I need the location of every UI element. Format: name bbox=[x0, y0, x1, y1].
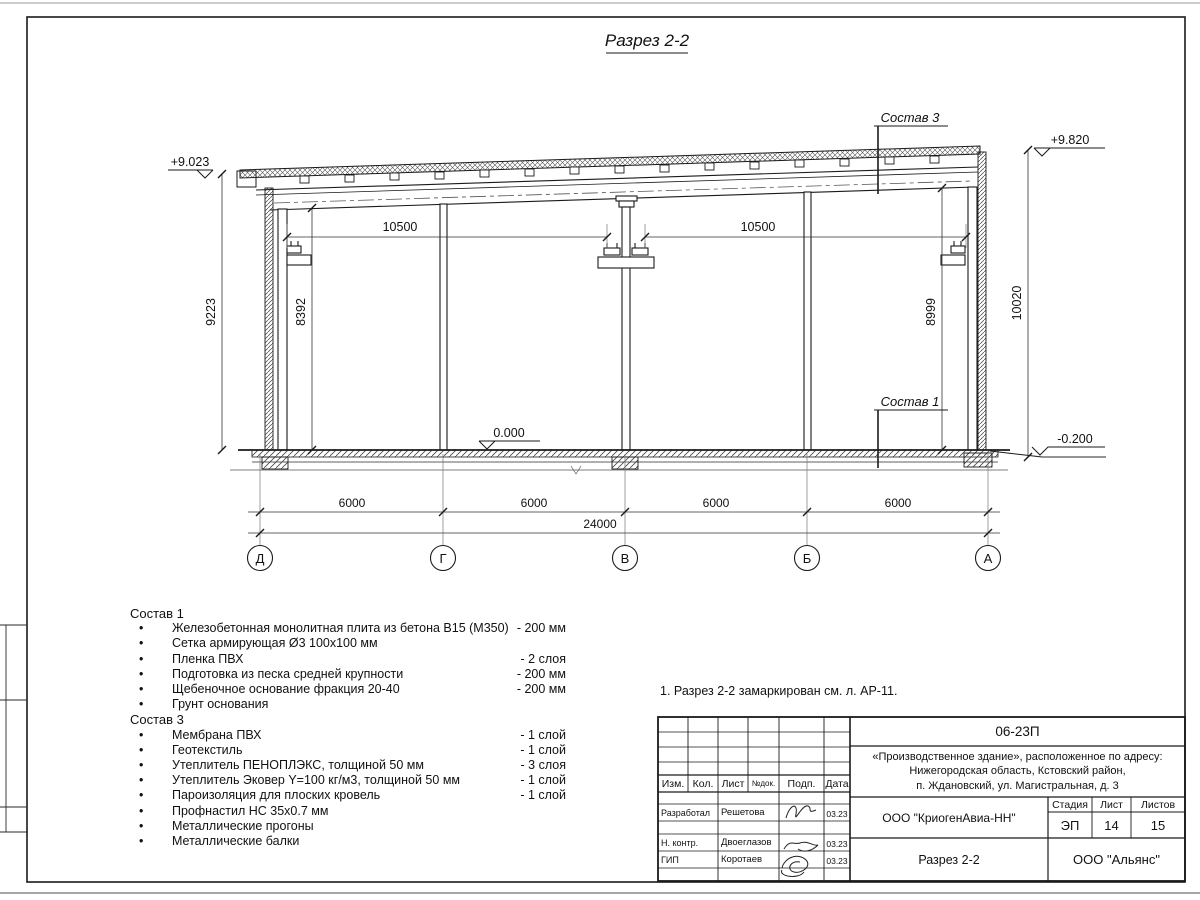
list-item: • Железобетонная монолитная плита из бетона В15 (М350) - 200 мм bbox=[139, 621, 566, 636]
signature bbox=[781, 806, 818, 877]
axis-label-d: Д bbox=[255, 551, 265, 566]
list-item: • Геотекстиль - 1 слой bbox=[139, 742, 566, 757]
level-marks bbox=[168, 148, 1105, 455]
list-item: • Пароизоляция для плоских кровель - 1 слой bbox=[139, 788, 566, 803]
bay-dimensions bbox=[248, 512, 1000, 533]
dim-height-9223: 9223 bbox=[204, 298, 218, 326]
dim-total: 24000 bbox=[583, 517, 617, 531]
col-header-izm: Изм. bbox=[661, 777, 685, 790]
col-header-ndok: №док. bbox=[751, 779, 776, 788]
sostav-leaders bbox=[874, 126, 948, 468]
dim-span-left: 10500 bbox=[382, 220, 418, 234]
row-name-ncontr: Двоеглазов bbox=[721, 837, 772, 848]
object-address: «Производственное здание», расположенное по адресу: Нижегородская область, Кстовский район, п. Ждановский, ул. Магистральная, д. 3 bbox=[872, 751, 1163, 792]
label-sostav1: Состав 1 bbox=[880, 394, 940, 409]
composition-lists bbox=[130, 606, 566, 849]
row-date-ncontr: 03.23 bbox=[826, 838, 848, 849]
dim-height-8999: 8999 bbox=[924, 298, 938, 326]
list-item: • Утеплитель Эковер Y=100 кг/м3, толщиной 50 мм - 1 слой bbox=[139, 773, 566, 788]
list-item: • Мембрана ПВХ - 1 слой bbox=[139, 727, 566, 742]
dim-bay-3: 6000 bbox=[702, 496, 730, 510]
dim-bay-4: 6000 bbox=[884, 496, 912, 510]
sheet-number: 14 bbox=[1104, 817, 1119, 833]
level-top-right: +9.820 bbox=[1050, 133, 1090, 147]
dim-height-10020: 10020 bbox=[1010, 285, 1024, 321]
list-item: • Грунт основания bbox=[139, 697, 269, 712]
list-item: • Профнастил НС 35х0.7 мм bbox=[139, 803, 329, 818]
row-name-developer: Решетова bbox=[721, 807, 765, 818]
stage-value: ЭП bbox=[1060, 817, 1080, 833]
sheets-total: 15 bbox=[1150, 817, 1166, 833]
axis-label-a: А bbox=[983, 551, 993, 566]
sheet-note: 1. Разрез 2-2 замаркирован см. л. АР-11. bbox=[660, 684, 898, 698]
label-sostav3: Состав 3 bbox=[880, 110, 940, 125]
list-item: • Щебеночное основание фракция 20-40 - 200 мм bbox=[139, 682, 566, 697]
col-header-kol: Кол. bbox=[692, 777, 714, 790]
list-item: • Сетка армирующая Ø3 100х100 мм bbox=[139, 636, 378, 651]
list-item: • Металлические прогоны bbox=[139, 818, 314, 833]
list-item: • Подготовка из песка средней крупности - 200 мм bbox=[139, 666, 566, 681]
col-header-data: Дата bbox=[825, 777, 849, 790]
org-name: ООО "КриогенАвиа-НН" bbox=[882, 810, 1016, 825]
list-item: • Пленка ПВХ - 2 слоя bbox=[139, 651, 566, 666]
left-margin-stamp bbox=[0, 625, 27, 832]
sostav3-title: Состав 3 bbox=[130, 712, 184, 728]
row-date-developer: 03.23 bbox=[826, 808, 848, 819]
axis-label-b: Б bbox=[802, 551, 812, 566]
row-role-ncontr: Н. контр. bbox=[661, 837, 699, 848]
firm-name: ООО "Альянс" bbox=[1073, 852, 1160, 867]
sheet-label: Лист bbox=[1100, 798, 1123, 811]
row-role-gip: ГИП bbox=[661, 854, 679, 865]
doc-title: Разрез 2-2 bbox=[918, 852, 980, 867]
dim-height-8392: 8392 bbox=[294, 298, 308, 326]
row-name-gip: Коротаев bbox=[721, 854, 763, 865]
axis-label-g: Г bbox=[439, 551, 447, 566]
level-zero: 0.000 bbox=[493, 426, 525, 440]
floor-slab bbox=[230, 450, 1106, 474]
stage-label: Стадия bbox=[1052, 798, 1088, 811]
level-minus-0200: -0.200 bbox=[1057, 432, 1093, 446]
row-date-gip: 03.23 bbox=[826, 855, 848, 866]
sostav1-title: Состав 1 bbox=[130, 606, 184, 621]
col-header-podp: Подп. bbox=[787, 777, 816, 790]
list-item: • Утеплитель ПЕНОПЛЭКС, толщиной 50 мм - 3 слоя bbox=[139, 758, 566, 773]
axis-label-v: В bbox=[620, 551, 630, 566]
row-role-developer: Разработал bbox=[661, 807, 710, 818]
sheets-label: Листов bbox=[1140, 798, 1176, 811]
col-header-list: Лист bbox=[721, 777, 745, 790]
level-top-left: +9.023 bbox=[170, 155, 210, 169]
list-item: • Металлические балки bbox=[139, 834, 300, 849]
dim-bay-1: 6000 bbox=[338, 496, 366, 510]
page-title: Разрез 2-2 bbox=[604, 31, 690, 50]
doc-number: 06-23П bbox=[995, 724, 1040, 739]
dim-span-right: 10500 bbox=[740, 220, 776, 234]
dim-bay-2: 6000 bbox=[520, 496, 548, 510]
